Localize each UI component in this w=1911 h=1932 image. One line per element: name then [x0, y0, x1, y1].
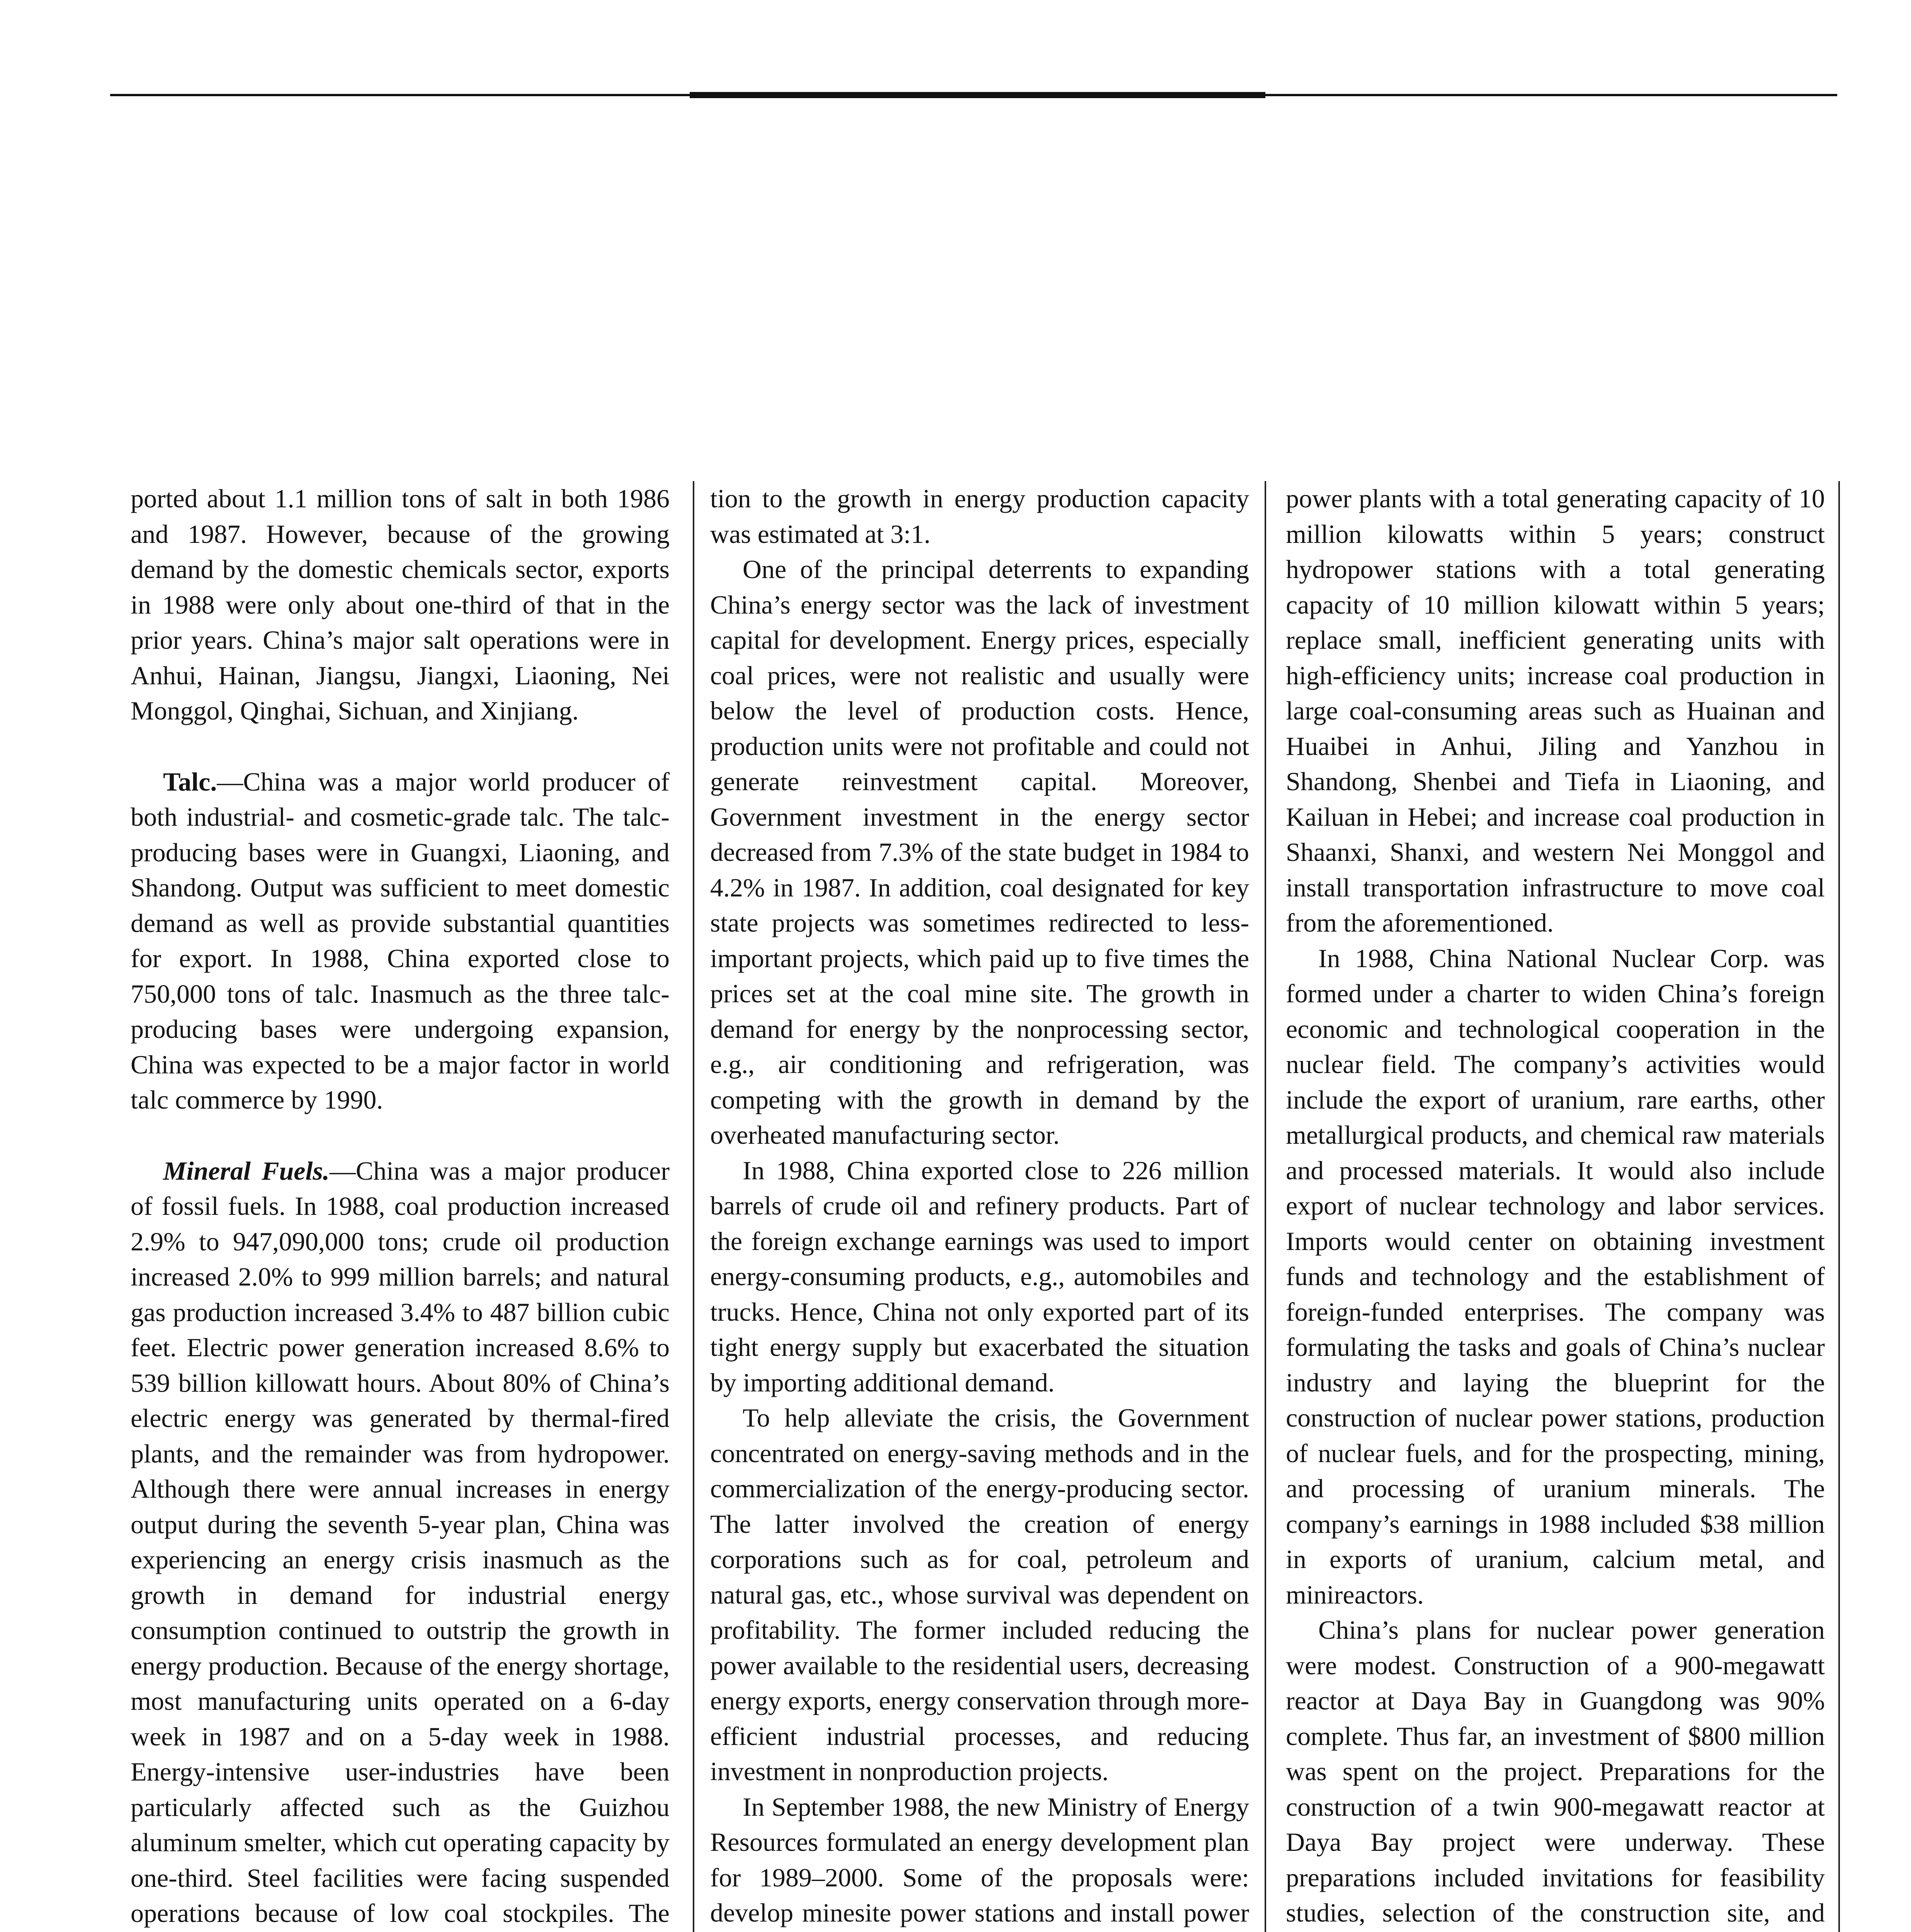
- text-column-1: [131, 481, 670, 1932]
- text-column-3: [1286, 481, 1825, 1932]
- column-divider: [1838, 481, 1840, 1932]
- paragraph: ported about 1.1 million tons of salt in both 1986 and 1987. However, because of the growing demand by the domestic chemicals sector, exports in 1988 were only about one-third of that in the prior years. China’s major salt operations were in Anhui, Hainan, Jiangsu, Jiangxi, Liaoning, Nei Monggol, Qinghai, Sichuan, and Xinjiang.: [131, 484, 670, 725]
- paragraph-text: —China was a major producer of fossil fuels. In 1988, coal production increased 2.9% to 947,090,000 tons; crude oil production increased 2.0% to 999 million barrels; and natural gas production increased 3.4% to 487 billion cubic feet. Electric power generation increased 8.6% to 539 billion killowatt hours. About 80% of China’s electric energy was generated by thermal-fired plants, and the remainder was from hydropower. Although there were annual increases in energy output during the seventh 5-year plan, China was experiencing an energy crisis inasmuch as the growth in demand for industrial energy consumption continued to outstrip the growth in energy production. Because of the energy shortage, most manufacturing units operated on a 6-day week in 1987 and on a 5-day week in 1988. Energy-intensive user-industries have been particularly affected such as the Guizhou aluminum smelter, which cut operating capacity by one-third. Steel facilities were facing suspended operations because of low coal stockpiles. The: [131, 1156, 670, 1928]
- paragraph: In 1988, China exported close to 226 million barrels of crude oil and refinery products. Part of the foreign exchange earnings was used to import energy-consuming products, e.g., automobiles and trucks. Hence, China not only exported part of its tight energy supply but exacerbated the situation by importing additional demand.: [710, 1155, 1249, 1397]
- column-divider: [693, 481, 694, 1932]
- paragraph-talc: [131, 764, 670, 1118]
- section-heading-mineral-fuels: Mineral Fuels.: [163, 1156, 330, 1185]
- paragraph: One of the principal deterrents to expanding China’s energy sector was the lack of investment capital for development. Energy prices, especially coal prices, were not realistic and usually were below the level of production costs. Hence, production units were not profitable and could not generate reinvestment capital. Moreover, Government investment in the energy sector decreased from 7.3% of the state budget in 1984 to 4.2% in 1987. In addition, coal designated for key state projects was sometimes redirected to less-important projects, which paid up to five times the prices set at the coal mine site. The growth in demand for energy by the nonprocessing sector, e.g., air conditioning and refrigeration, was competing with the growth in demand by the overheated manufacturing sector.: [710, 554, 1249, 1150]
- paragraph-text: —China was a major world producer of both industrial- and cosmetic-grade talc. The talc-producing bases were in Guangxi, Liaoning, and Shandong. Output was sufficient to meet domestic demand as well as provide substantial quantities for export. In 1988, China exported close to 750,000 tons of talc. Inasmuch as the three talc-producing bases were undergoing expansion, China was expected to be a major factor in world talc commerce by 1990.: [131, 767, 670, 1114]
- top-rule-accent: [690, 92, 1265, 98]
- paragraph: China’s plans for nuclear power generation were modest. Construction of a 900-megawatt reactor at Daya Bay in Guangdong was 90% complete. Thus far, an investment of $800 million was spent on the project. Preparations for the construction of a twin 900-megawatt reactor at Daya Bay project were underway. These preparations included invitations for feasibility studies, selection of the construction site, and: [1286, 1615, 1825, 1927]
- column-divider: [1265, 481, 1266, 1932]
- paragraph: tion to the growth in energy production capacity was estimated at 3:1.: [710, 484, 1249, 549]
- paragraph-mineral-fuels: [131, 1153, 670, 1932]
- section-heading-talc: Talc.: [163, 767, 217, 796]
- paragraph: power plants with a total generating capacity of 10 million kilowatts within 5 years; construct hydropower stations with a total generating capacity of 10 million kilowatt within 5 years; replace small, inefficient generating units with high-efficiency units; increase coal production in large coal-consuming areas such as Huainan and Huaibei in Anhui, Jiling and Yanzhou in Shandong, Shenbei and Tiefa in Liaoning, and Kailuan in Hebei; and increase coal production in Shaanxi, Shanxi, and western Nei Monggol and install transportation infrastructure to move coal from the aforementioned.: [1286, 484, 1825, 937]
- text-column-2: [710, 481, 1249, 1932]
- paragraph: To help alleviate the crisis, the Government concentrated on energy-saving methods and in the commercialization of the energy-producing sector. The latter involved the creation of energy corporations such as for coal, petroleum and natural gas, etc., whose survival was dependent on profitability. The former included reducing the power available to the residential users, decreasing energy exports, energy conservation through more-efficient industrial processes, and reducing investment in nonproduction projects.: [710, 1403, 1249, 1786]
- paragraph: In 1988, China National Nuclear Corp. was formed under a charter to widen China’s foreign economic and technological cooperation in the nuclear field. The company’s activities would include the export of uranium, rare earths, other metallurgical products, and chemical raw materials and processed materials. It would also include export of nuclear technology and labor services. Imports would center on obtaining investment funds and technology and the establishment of foreign-funded enterprises. The company was formulating the tasks and goals of China’s nuclear industry and laying the blueprint for the construction of nuclear power stations, production of nuclear fuels, and for the prospecting, mining, and processing of uranium minerals. The company’s earnings in 1988 included $38 million in exports of uranium, calcium metal, and minireactors.: [1286, 943, 1825, 1609]
- paragraph: In September 1988, the new Ministry of Energy Resources formulated an energy development plan for 1989–2000. Some of the proposals were: develop minesite power stations and install power: [710, 1792, 1249, 1927]
